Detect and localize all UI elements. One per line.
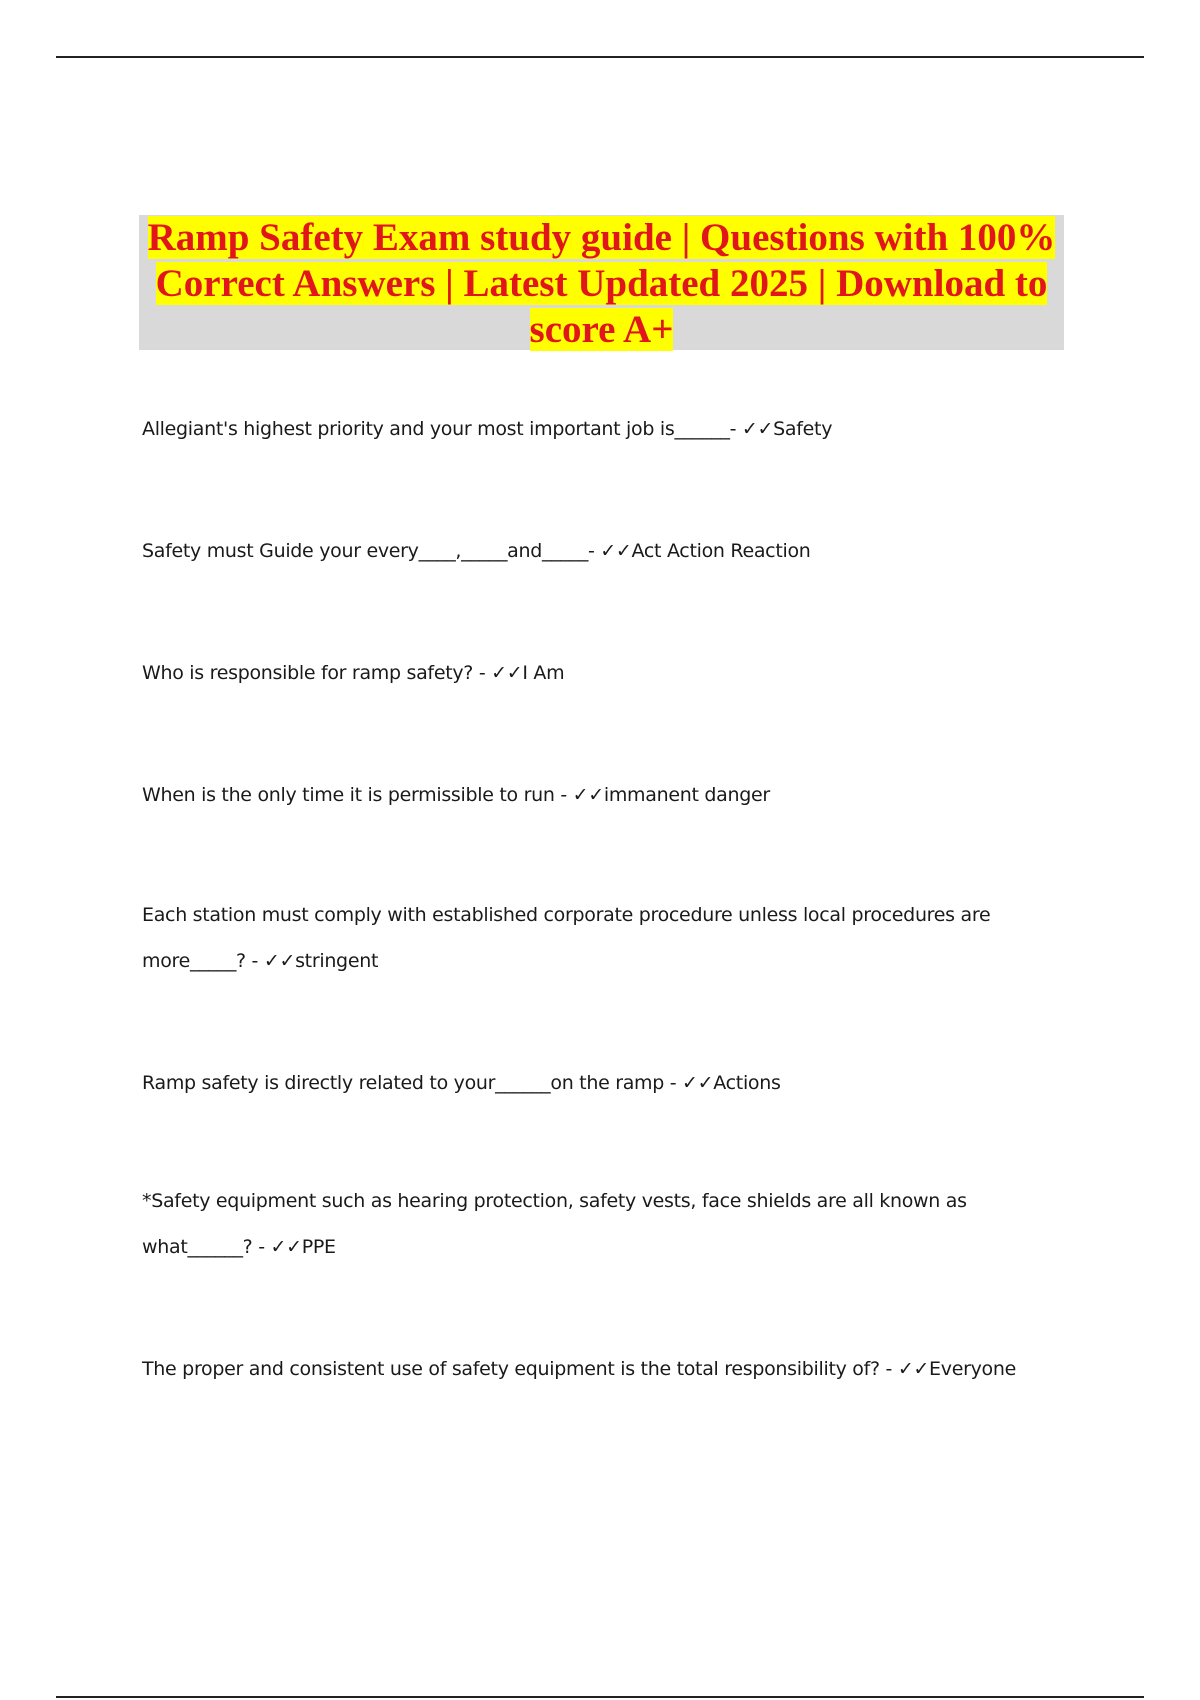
- page-title: [139, 215, 1064, 353]
- qa-item-4: When is the only time it is permissible to run - ✓✓immanent danger: [142, 784, 770, 806]
- qa-item-3: Who is responsible for ramp safety? - ✓✓I Am: [142, 662, 565, 684]
- top-rule: [56, 56, 1144, 58]
- qa-item-2: Safety must Guide your every____,_____and_____- ✓✓Act Action Reaction: [142, 540, 811, 562]
- title-line-1: Ramp Safety Exam study guide | Questions with 100%: [147, 216, 1056, 259]
- title-line-3: score A+: [529, 308, 674, 351]
- qa-item-6: Ramp safety is directly related to your______on the ramp - ✓✓Actions: [142, 1072, 781, 1094]
- title-block: [139, 215, 1064, 350]
- qa-item-1: Allegiant's highest priority and your most important job is______- ✓✓Safety: [142, 418, 833, 440]
- qa-item-7: *Safety equipment such as hearing protection, safety vests, face shields are all known as what______? - ✓✓PPE: [142, 1190, 967, 1258]
- bottom-rule: [56, 1696, 1144, 1698]
- qa-item-8: The proper and consistent use of safety equipment is the total responsibility of? - ✓✓Everyone: [142, 1358, 1017, 1380]
- qa-item-5: Each station must comply with established corporate procedure unless local procedures are more_____? - ✓✓stringent: [142, 904, 991, 972]
- title-line-2: Correct Answers | Latest Updated 2025 | Download to: [155, 262, 1048, 305]
